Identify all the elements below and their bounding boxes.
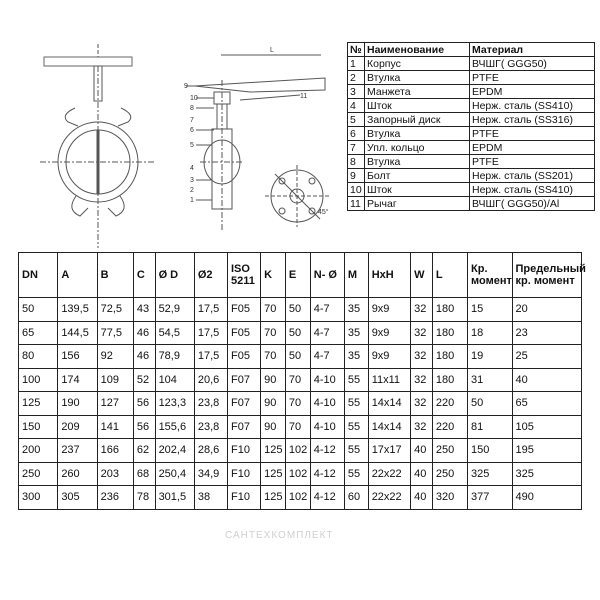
dims-cell: 105	[512, 415, 581, 439]
dims-cell: 32	[411, 392, 433, 416]
dims-cell: 260	[58, 462, 97, 486]
dims-cell: 4-12	[310, 486, 344, 510]
parts-header-no: №	[348, 43, 365, 57]
dims-cell: 236	[97, 486, 133, 510]
dims-cell: 102	[285, 439, 310, 463]
flange-view	[265, 165, 330, 227]
callout-7: 7	[190, 117, 194, 124]
dims-cell: 180	[432, 321, 467, 345]
table-row	[19, 439, 582, 463]
part-name: Запорный диск	[365, 113, 470, 127]
dims-header-cell: M	[344, 253, 368, 298]
part-name: Втулка	[365, 71, 470, 85]
dims-cell: 32	[411, 368, 433, 392]
dims-cell: F10	[227, 486, 260, 510]
dims-cell: 14x14	[368, 392, 410, 416]
parts-header-material: Материал	[470, 43, 595, 57]
dims-cell: 35	[344, 321, 368, 345]
table-row	[19, 368, 582, 392]
dims-cell: F05	[227, 298, 260, 322]
dims-cell: 127	[97, 392, 133, 416]
part-no: 4	[348, 99, 365, 113]
part-name: Втулка	[365, 155, 470, 169]
dims-cell: 123,3	[155, 392, 194, 416]
dims-cell: 50	[468, 392, 513, 416]
dims-cell: 55	[344, 462, 368, 486]
callout-4: 4	[190, 165, 194, 172]
dims-cell: 150	[468, 439, 513, 463]
dims-header-cell: W	[411, 253, 433, 298]
dims-cell: 125	[19, 392, 58, 416]
dim-L-label: L	[270, 47, 274, 54]
dims-cell: F07	[227, 368, 260, 392]
part-name: Шток	[365, 99, 470, 113]
dims-cell: 377	[468, 486, 513, 510]
dims-cell: F05	[227, 321, 260, 345]
dims-header-cell: E	[285, 253, 310, 298]
dims-cell: 90	[261, 368, 286, 392]
part-no: 10	[348, 183, 365, 197]
part-material: EPDM	[470, 141, 595, 155]
part-material: Нерж. сталь (SS410)	[470, 99, 595, 113]
dims-cell: 80	[19, 345, 58, 369]
part-name: Манжета	[365, 85, 470, 99]
dims-header-cell: A	[58, 253, 97, 298]
dims-cell: 4-7	[310, 298, 344, 322]
dims-cell: 144,5	[58, 321, 97, 345]
dims-cell: 14x14	[368, 415, 410, 439]
callout-2: 2	[190, 187, 194, 194]
dims-cell: 70	[285, 392, 310, 416]
dims-cell: 17,5	[194, 345, 227, 369]
table-row	[348, 197, 595, 211]
callout-11: 11	[300, 93, 308, 100]
part-no: 1	[348, 57, 365, 71]
table-row	[19, 321, 582, 345]
parts-body	[348, 57, 595, 211]
dims-cell: 195	[512, 439, 581, 463]
dims-cell: 92	[97, 345, 133, 369]
table-row	[19, 462, 582, 486]
dims-cell: 52,9	[155, 298, 194, 322]
dims-cell: 4-10	[310, 368, 344, 392]
dims-cell: 31	[468, 368, 513, 392]
dims-cell: 55	[344, 392, 368, 416]
dims-cell: 15	[468, 298, 513, 322]
dims-cell: 70	[261, 298, 286, 322]
dims-cell: 156	[58, 345, 97, 369]
dims-cell: 77,5	[97, 321, 133, 345]
table-row	[19, 345, 582, 369]
dims-cell: 180	[432, 298, 467, 322]
dims-cell: 300	[19, 486, 58, 510]
dims-cell: 174	[58, 368, 97, 392]
dims-cell: 22x22	[368, 462, 410, 486]
dims-cell: 81	[468, 415, 513, 439]
dims-cell: 50	[285, 345, 310, 369]
dims-cell: 50	[19, 298, 58, 322]
dims-cell: 320	[432, 486, 467, 510]
dims-cell: 200	[19, 439, 58, 463]
dims-cell: 60	[344, 486, 368, 510]
dims-cell: 305	[58, 486, 97, 510]
dims-cell: 32	[411, 321, 433, 345]
part-material: Нерж. сталь (SS316)	[470, 113, 595, 127]
part-no: 5	[348, 113, 365, 127]
table-row	[348, 127, 595, 141]
dims-cell: 32	[411, 345, 433, 369]
part-no: 2	[348, 71, 365, 85]
part-no: 7	[348, 141, 365, 155]
dims-cell: 166	[97, 439, 133, 463]
part-no: 9	[348, 169, 365, 183]
part-material: ВЧШГ( GGG50)	[470, 57, 595, 71]
table-row	[348, 85, 595, 99]
dims-cell: 490	[512, 486, 581, 510]
dims-cell: 52	[133, 368, 155, 392]
dims-cell: 23,8	[194, 415, 227, 439]
dims-cell: 46	[133, 345, 155, 369]
dims-cell: 78,9	[155, 345, 194, 369]
callout-3: 3	[190, 177, 194, 184]
dims-cell: 220	[432, 392, 467, 416]
part-material: PTFE	[470, 71, 595, 85]
dims-cell: 180	[432, 345, 467, 369]
dims-cell: 40	[411, 462, 433, 486]
table-row	[19, 415, 582, 439]
dims-cell: 56	[133, 415, 155, 439]
dims-cell: 20	[512, 298, 581, 322]
dims-cell: 70	[285, 415, 310, 439]
dims-header-cell: K	[261, 253, 286, 298]
part-name: Болт	[365, 169, 470, 183]
dims-cell: 17,5	[194, 321, 227, 345]
dims-cell: F10	[227, 439, 260, 463]
dims-cell: F07	[227, 392, 260, 416]
angle-label: 45°	[318, 209, 329, 216]
dims-cell: 56	[133, 392, 155, 416]
part-no: 11	[348, 197, 365, 211]
part-name: Корпус	[365, 57, 470, 71]
dims-cell: 90	[261, 415, 286, 439]
dims-cell: 55	[344, 439, 368, 463]
dims-cell: F05	[227, 345, 260, 369]
dims-cell: F10	[227, 462, 260, 486]
dims-cell: 23,8	[194, 392, 227, 416]
dims-cell: 38	[194, 486, 227, 510]
dims-header-cell: B	[97, 253, 133, 298]
dims-cell: 4-12	[310, 439, 344, 463]
dims-cell: 72,5	[97, 298, 133, 322]
part-no: 6	[348, 127, 365, 141]
table-row	[348, 99, 595, 113]
dims-cell: 22x22	[368, 486, 410, 510]
dims-cell: 109	[97, 368, 133, 392]
dims-cell: 102	[285, 486, 310, 510]
dims-cell: 125	[261, 486, 286, 510]
dims-cell: 40	[411, 439, 433, 463]
dims-cell: 4-7	[310, 321, 344, 345]
dims-cell: 102	[285, 462, 310, 486]
callout-10: 10	[190, 95, 198, 102]
dims-cell: 150	[19, 415, 58, 439]
dims-cell: 104	[155, 368, 194, 392]
dims-header-cell: N- Ø	[310, 253, 344, 298]
dims-cell: 100	[19, 368, 58, 392]
dims-header-cell: Ø D	[155, 253, 194, 298]
dims-cell: F07	[227, 415, 260, 439]
dims-cell: 23	[512, 321, 581, 345]
dims-cell: 250	[19, 462, 58, 486]
table-row	[348, 155, 595, 169]
dims-cell: 65	[512, 392, 581, 416]
callout-1: 1	[190, 197, 194, 204]
part-material: ВЧШГ( GGG50)/Al	[470, 197, 595, 211]
dims-cell: 40	[512, 368, 581, 392]
dims-cell: 34,9	[194, 462, 227, 486]
dims-cell: 25	[512, 345, 581, 369]
dims-header-cell: Кр. момент	[468, 253, 513, 298]
dims-cell: 250	[432, 439, 467, 463]
dims-cell: 20,6	[194, 368, 227, 392]
part-material: EPDM	[470, 85, 595, 99]
table-row	[19, 486, 582, 510]
part-no: 3	[348, 85, 365, 99]
dims-header-cell: ISO 5211	[227, 253, 260, 298]
dims-cell: 17x17	[368, 439, 410, 463]
dims-cell: 125	[261, 462, 286, 486]
dims-header-cell: L	[432, 253, 467, 298]
dims-cell: 4-12	[310, 462, 344, 486]
dims-cell: 35	[344, 345, 368, 369]
dims-cell: 180	[432, 368, 467, 392]
part-material: Нерж. сталь (SS201)	[470, 169, 595, 183]
valve-drawings	[0, 0, 345, 250]
dims-body	[19, 298, 582, 510]
dims-cell: 40	[411, 486, 433, 510]
dims-cell: 50	[285, 298, 310, 322]
table-row	[348, 113, 595, 127]
dims-header-cell: C	[133, 253, 155, 298]
dims-cell: 250,4	[155, 462, 194, 486]
dims-cell: 62	[133, 439, 155, 463]
dims-header-row	[19, 253, 582, 298]
parts-table	[347, 42, 595, 211]
part-material: PTFE	[470, 127, 595, 141]
part-name: Втулка	[365, 127, 470, 141]
table-row	[19, 392, 582, 416]
callout-5: 5	[190, 142, 194, 149]
dims-cell: 209	[58, 415, 97, 439]
dims-cell: 18	[468, 321, 513, 345]
table-row	[348, 57, 595, 71]
dims-cell: 4-10	[310, 415, 344, 439]
dims-cell: 90	[261, 392, 286, 416]
dims-cell: 237	[58, 439, 97, 463]
dims-cell: 301,5	[155, 486, 194, 510]
callout-8: 8	[190, 105, 194, 112]
front-view	[40, 44, 156, 248]
dims-cell: 220	[432, 415, 467, 439]
dims-cell: 11x11	[368, 368, 410, 392]
dims-cell: 141	[97, 415, 133, 439]
dims-cell: 125	[261, 439, 286, 463]
dims-cell: 28,6	[194, 439, 227, 463]
dims-cell: 32	[411, 298, 433, 322]
dims-cell: 203	[97, 462, 133, 486]
dims-cell: 55	[344, 415, 368, 439]
dims-cell: 32	[411, 415, 433, 439]
table-row	[348, 169, 595, 183]
dims-cell: 202,4	[155, 439, 194, 463]
dims-cell: 325	[468, 462, 513, 486]
dims-cell: 4-10	[310, 392, 344, 416]
part-material: PTFE	[470, 155, 595, 169]
part-name: Шток	[365, 183, 470, 197]
dims-cell: 17,5	[194, 298, 227, 322]
dims-header-cell: Ø2	[194, 253, 227, 298]
dims-cell: 9x9	[368, 298, 410, 322]
dims-cell: 325	[512, 462, 581, 486]
callout-6: 6	[190, 127, 194, 134]
dims-cell: 139,5	[58, 298, 97, 322]
dims-cell: 50	[285, 321, 310, 345]
dims-cell: 9x9	[368, 345, 410, 369]
dims-cell: 43	[133, 298, 155, 322]
dims-cell: 70	[285, 368, 310, 392]
dims-cell: 35	[344, 298, 368, 322]
dims-cell: 78	[133, 486, 155, 510]
dims-cell: 70	[261, 321, 286, 345]
part-name: Упл. кольцо	[365, 141, 470, 155]
dims-cell: 190	[58, 392, 97, 416]
dims-cell: 55	[344, 368, 368, 392]
dims-cell: 155,6	[155, 415, 194, 439]
dims-cell: 9x9	[368, 321, 410, 345]
dims-header-cell: DN	[19, 253, 58, 298]
parts-header-name: Наименование	[365, 43, 470, 57]
part-material: Нерж. сталь (SS410)	[470, 183, 595, 197]
dims-header-cell: HxH	[368, 253, 410, 298]
table-row	[348, 183, 595, 197]
watermark: САНТЕХКОМПЛЕКТ	[225, 530, 334, 541]
table-row	[19, 298, 582, 322]
part-no: 8	[348, 155, 365, 169]
dims-cell: 65	[19, 321, 58, 345]
dims-cell: 54,5	[155, 321, 194, 345]
callout-9: 9	[184, 83, 188, 90]
dims-cell: 70	[261, 345, 286, 369]
table-row	[348, 141, 595, 155]
dimensions-table	[18, 252, 586, 510]
dims-cell: 68	[133, 462, 155, 486]
dims-cell: 19	[468, 345, 513, 369]
dims-header-cell: Предельный кр. момент	[512, 253, 581, 298]
parts-header-row	[348, 43, 595, 57]
dims-cell: 46	[133, 321, 155, 345]
dims-cell: 4-7	[310, 345, 344, 369]
dims-cell: 250	[432, 462, 467, 486]
table-row	[348, 71, 595, 85]
part-name: Рычаг	[365, 197, 470, 211]
